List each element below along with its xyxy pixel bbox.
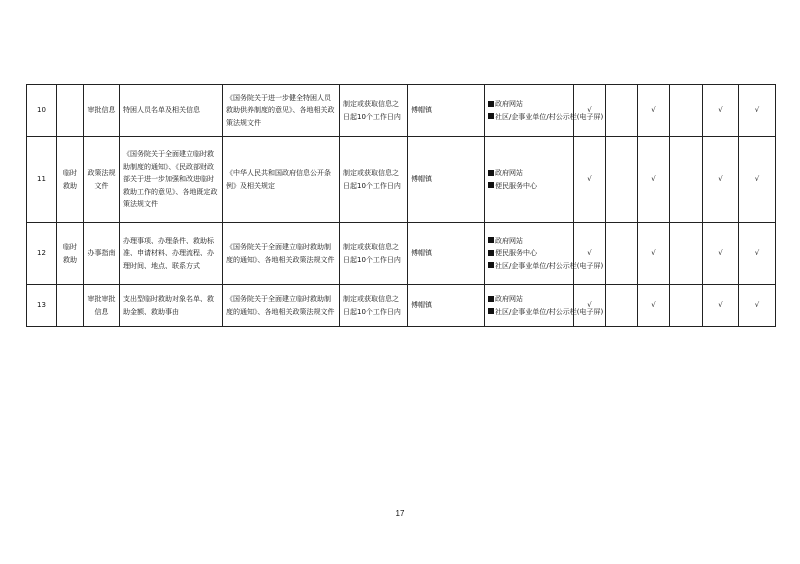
- check-cell: [670, 285, 703, 327]
- page-number: 17: [395, 509, 405, 518]
- table-row: [27, 137, 776, 223]
- square-bullet-icon: [488, 113, 494, 119]
- check-cell: [606, 285, 638, 327]
- row-number: 12: [27, 223, 57, 285]
- way-item: 便民服务中心: [488, 247, 570, 260]
- check-cell: √: [638, 285, 670, 327]
- subject-cell: 傅帽镇: [408, 85, 485, 137]
- check-cell: √: [574, 285, 606, 327]
- content-cell: 办理事项、办理条件、救助标准、申请材料、办理流程、办理时间、地点、联系方式: [120, 223, 223, 285]
- check-cell: [670, 85, 703, 137]
- square-bullet-icon: [488, 182, 494, 188]
- subcategory-cell: 审批审批信息: [84, 285, 120, 327]
- square-bullet-icon: [488, 101, 494, 107]
- content-cell: 支出型临时救助对象名单、救助金额、救助事由: [120, 285, 223, 327]
- basis-cell: 《中华人民共和国政府信息公开条例》及相关规定: [223, 137, 340, 223]
- subcategory-cell: 审批信息: [84, 85, 120, 137]
- basis-cell: 《国务院关于全面建立临时救助制度的通知》、各地相关政策法规文件: [223, 223, 340, 285]
- way-item: 政府网站: [488, 293, 570, 306]
- ways-cell: [485, 137, 574, 223]
- check-cell: [606, 85, 638, 137]
- content-cell: 《国务院关于全面建立临时救助制度的通知》、《民政部财政部关于进一步加强和改进临时救助工作的意见》、各地既定政策法规文件: [120, 137, 223, 223]
- square-bullet-icon: [488, 296, 494, 302]
- square-bullet-icon: [488, 262, 494, 268]
- check-cell: [670, 223, 703, 285]
- check-cell: √: [739, 137, 776, 223]
- square-bullet-icon: [488, 237, 494, 243]
- timing-cell: 制定或获取信息之日起10个工作日内: [340, 285, 408, 327]
- square-bullet-icon: [488, 308, 494, 314]
- category-cell: [57, 85, 84, 137]
- subject-cell: 傅帽镇: [408, 285, 485, 327]
- table-row: [27, 285, 776, 327]
- check-cell: √: [574, 85, 606, 137]
- basis-cell: 《国务院关于全面建立临时救助制度的通知》、各地相关政策法规文件: [223, 285, 340, 327]
- check-cell: [606, 137, 638, 223]
- category-cell: [57, 285, 84, 327]
- way-item: 政府网站: [488, 167, 570, 180]
- check-cell: √: [703, 85, 739, 137]
- check-cell: [670, 137, 703, 223]
- timing-cell: 制定或获取信息之日起10个工作日内: [340, 223, 408, 285]
- ways-cell: [485, 223, 604, 285]
- subcategory-cell: 办事指南: [84, 223, 120, 285]
- way-item: 社区/企事业单位/村公示栏(电子屏): [488, 260, 570, 273]
- check-cell: √: [638, 223, 670, 285]
- check-cell: √: [739, 223, 776, 285]
- category-cell: 临时救助: [57, 223, 84, 285]
- check-cell: √: [739, 285, 776, 327]
- way-item: 便民服务中心: [488, 180, 570, 193]
- check-cell: √: [703, 137, 739, 223]
- way-item: 政府网站: [488, 235, 570, 248]
- way-item: 社区/企事业单位/村公示栏(电子屏): [488, 111, 570, 124]
- row-number: 11: [27, 137, 57, 223]
- subcategory-cell: 政策法规文件: [84, 137, 120, 223]
- ways-cell: [485, 85, 604, 137]
- table-row: [27, 223, 776, 285]
- check-cell: √: [739, 85, 776, 137]
- row-number: 10: [27, 85, 57, 137]
- way-item: 政府网站: [488, 98, 570, 111]
- way-item: 社区/企事业单位/村公示栏(电子屏): [488, 306, 570, 319]
- check-cell: √: [574, 137, 606, 223]
- content-cell: 特困人员名单及相关信息: [120, 85, 223, 137]
- check-cell: √: [638, 137, 670, 223]
- subject-cell: 傅帽镇: [408, 137, 485, 223]
- subject-cell: 傅帽镇: [408, 223, 485, 285]
- ways-cell: [485, 285, 604, 327]
- check-cell: √: [703, 223, 739, 285]
- check-cell: √: [703, 285, 739, 327]
- disclosure-table: [26, 84, 776, 327]
- square-bullet-icon: [488, 250, 494, 256]
- table-row: [27, 85, 776, 137]
- square-bullet-icon: [488, 170, 494, 176]
- basis-cell: 《国务院关于进一步健全特困人员救助供养制度的意见》、各地相关政策法规文件: [223, 85, 340, 137]
- row-number: 13: [27, 285, 57, 327]
- check-cell: √: [638, 85, 670, 137]
- check-cell: √: [574, 223, 606, 285]
- check-cell: [606, 223, 638, 285]
- timing-cell: 制定或获取信息之日起10个工作日内: [340, 85, 408, 137]
- timing-cell: 制定或获取信息之日起10个工作日内: [340, 137, 408, 223]
- category-cell: 临时救助: [57, 137, 84, 223]
